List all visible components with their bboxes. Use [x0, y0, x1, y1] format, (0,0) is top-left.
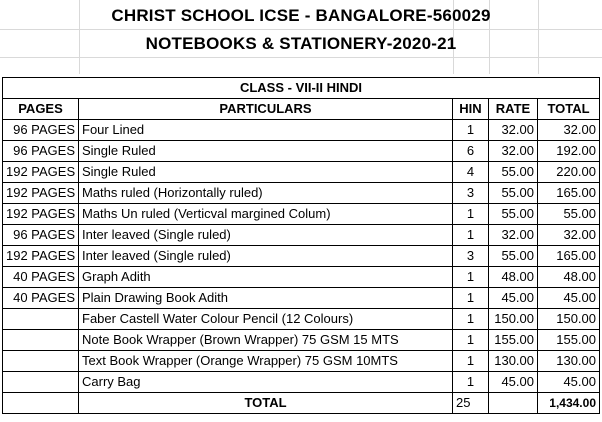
- cell-rate[interactable]: 32.00: [489, 120, 538, 141]
- cell-total[interactable]: 220.00: [538, 162, 600, 183]
- table-row: [3, 162, 600, 183]
- table-body: [3, 78, 600, 414]
- cell-rate[interactable]: 45.00: [489, 288, 538, 309]
- cell-pages[interactable]: [3, 372, 79, 393]
- cell-pages[interactable]: 96 PAGES: [3, 225, 79, 246]
- list-title: NOTEBOOKS & STATIONERY-2020-21: [145, 34, 457, 53]
- cell-pages[interactable]: 40 PAGES: [3, 267, 79, 288]
- table-row: [3, 225, 600, 246]
- cell-rate[interactable]: 55.00: [489, 162, 538, 183]
- header-row: [3, 99, 600, 120]
- cell-total[interactable]: 192.00: [538, 141, 600, 162]
- cell-rate[interactable]: 55.00: [489, 246, 538, 267]
- cell-total[interactable]: 55.00: [538, 204, 600, 225]
- cell-pages[interactable]: [3, 330, 79, 351]
- grand-total[interactable]: 1,434.00: [538, 393, 600, 414]
- cell-particulars[interactable]: Faber Castell Water Colour Pencil (12 Colours): [79, 309, 453, 330]
- table-row: [3, 120, 600, 141]
- cell-pages[interactable]: [3, 351, 79, 372]
- cell-pages[interactable]: 192 PAGES: [3, 246, 79, 267]
- cell-particulars[interactable]: Plain Drawing Book Adith: [79, 288, 453, 309]
- cell-qty[interactable]: 1: [453, 267, 489, 288]
- class-title[interactable]: CLASS - VII-II HINDI: [3, 78, 600, 99]
- table-row: [3, 183, 600, 204]
- column-header-rate[interactable]: RATE: [489, 99, 538, 120]
- cell-particulars[interactable]: Graph Adith: [79, 267, 453, 288]
- cell-total[interactable]: 45.00: [538, 372, 600, 393]
- cell-qty[interactable]: 1: [453, 372, 489, 393]
- column-header-qty[interactable]: HIN: [453, 99, 489, 120]
- cell-rate[interactable]: 55.00: [489, 204, 538, 225]
- cell-pages[interactable]: 192 PAGES: [3, 162, 79, 183]
- cell-rate[interactable]: 48.00: [489, 267, 538, 288]
- table-row: [3, 330, 600, 351]
- table-row: [3, 141, 600, 162]
- cell-pages[interactable]: 192 PAGES: [3, 183, 79, 204]
- total-label[interactable]: TOTAL: [79, 393, 453, 414]
- total-row: [3, 393, 600, 414]
- cell-rate[interactable]: 150.00: [489, 309, 538, 330]
- cell-pages[interactable]: [3, 393, 79, 414]
- cell-particulars[interactable]: Carry Bag: [79, 372, 453, 393]
- school-title: CHRIST SCHOOL ICSE - BANGALORE-560029: [111, 6, 491, 25]
- cell-rate[interactable]: 45.00: [489, 372, 538, 393]
- cell-qty[interactable]: 4: [453, 162, 489, 183]
- table-row: [3, 246, 600, 267]
- cell-qty[interactable]: 3: [453, 183, 489, 204]
- cell-qty[interactable]: 1: [453, 288, 489, 309]
- cell-total[interactable]: 165.00: [538, 246, 600, 267]
- cell-qty[interactable]: 1: [453, 309, 489, 330]
- cell-total[interactable]: 45.00: [538, 288, 600, 309]
- column-header-particulars[interactable]: PARTICULARS: [79, 99, 453, 120]
- cell-rate[interactable]: 32.00: [489, 141, 538, 162]
- cell-particulars[interactable]: Four Lined: [79, 120, 453, 141]
- stationery-table: [2, 77, 600, 414]
- cell-particulars[interactable]: Inter leaved (Single ruled): [79, 225, 453, 246]
- table-row: [3, 309, 600, 330]
- cell-particulars[interactable]: Maths ruled (Horizontally ruled): [79, 183, 453, 204]
- cell-total[interactable]: 48.00: [538, 267, 600, 288]
- table-row: [3, 204, 600, 225]
- cell-qty[interactable]: 1: [453, 204, 489, 225]
- cell-particulars[interactable]: Note Book Wrapper (Brown Wrapper) 75 GSM 15 MTS: [79, 330, 453, 351]
- cell-rate[interactable]: 55.00: [489, 183, 538, 204]
- cell-rate[interactable]: 130.00: [489, 351, 538, 372]
- cell-pages[interactable]: [3, 309, 79, 330]
- cell-total[interactable]: 130.00: [538, 351, 600, 372]
- cell-qty[interactable]: 6: [453, 141, 489, 162]
- table-row: [3, 351, 600, 372]
- gridline: [0, 29, 602, 30]
- cell-pages[interactable]: 192 PAGES: [3, 204, 79, 225]
- cell-particulars[interactable]: Maths Un ruled (Verticval margined Colum): [79, 204, 453, 225]
- cell-rate[interactable]: 32.00: [489, 225, 538, 246]
- total-qty[interactable]: 25: [453, 393, 489, 414]
- cell-total[interactable]: 165.00: [538, 183, 600, 204]
- cell-pages[interactable]: 96 PAGES: [3, 120, 79, 141]
- cell-pages[interactable]: 96 PAGES: [3, 141, 79, 162]
- cell-total[interactable]: 32.00: [538, 225, 600, 246]
- cell-total[interactable]: 32.00: [538, 120, 600, 141]
- cell-particulars[interactable]: Single Ruled: [79, 141, 453, 162]
- column-header-total[interactable]: TOTAL: [538, 99, 600, 120]
- cell-qty[interactable]: 1: [453, 120, 489, 141]
- cell-particulars[interactable]: Text Book Wrapper (Orange Wrapper) 75 GSM 10MTS: [79, 351, 453, 372]
- cell-particulars[interactable]: Single Ruled: [79, 162, 453, 183]
- cell-qty[interactable]: 3: [453, 246, 489, 267]
- column-header-pages[interactable]: PAGES: [3, 99, 79, 120]
- cell-total[interactable]: 150.00: [538, 309, 600, 330]
- cell-qty[interactable]: 1: [453, 225, 489, 246]
- table-row: [3, 372, 600, 393]
- cell-total[interactable]: 155.00: [538, 330, 600, 351]
- cell-rate[interactable]: 155.00: [489, 330, 538, 351]
- cell-pages[interactable]: 40 PAGES: [3, 288, 79, 309]
- cell-qty[interactable]: 1: [453, 351, 489, 372]
- cell-particulars[interactable]: Inter leaved (Single ruled): [79, 246, 453, 267]
- cell-rate[interactable]: [489, 393, 538, 414]
- cell-qty[interactable]: 1: [453, 330, 489, 351]
- class-title-row: [3, 78, 600, 99]
- table-row: [3, 267, 600, 288]
- gridline: [0, 57, 602, 58]
- table-row: [3, 288, 600, 309]
